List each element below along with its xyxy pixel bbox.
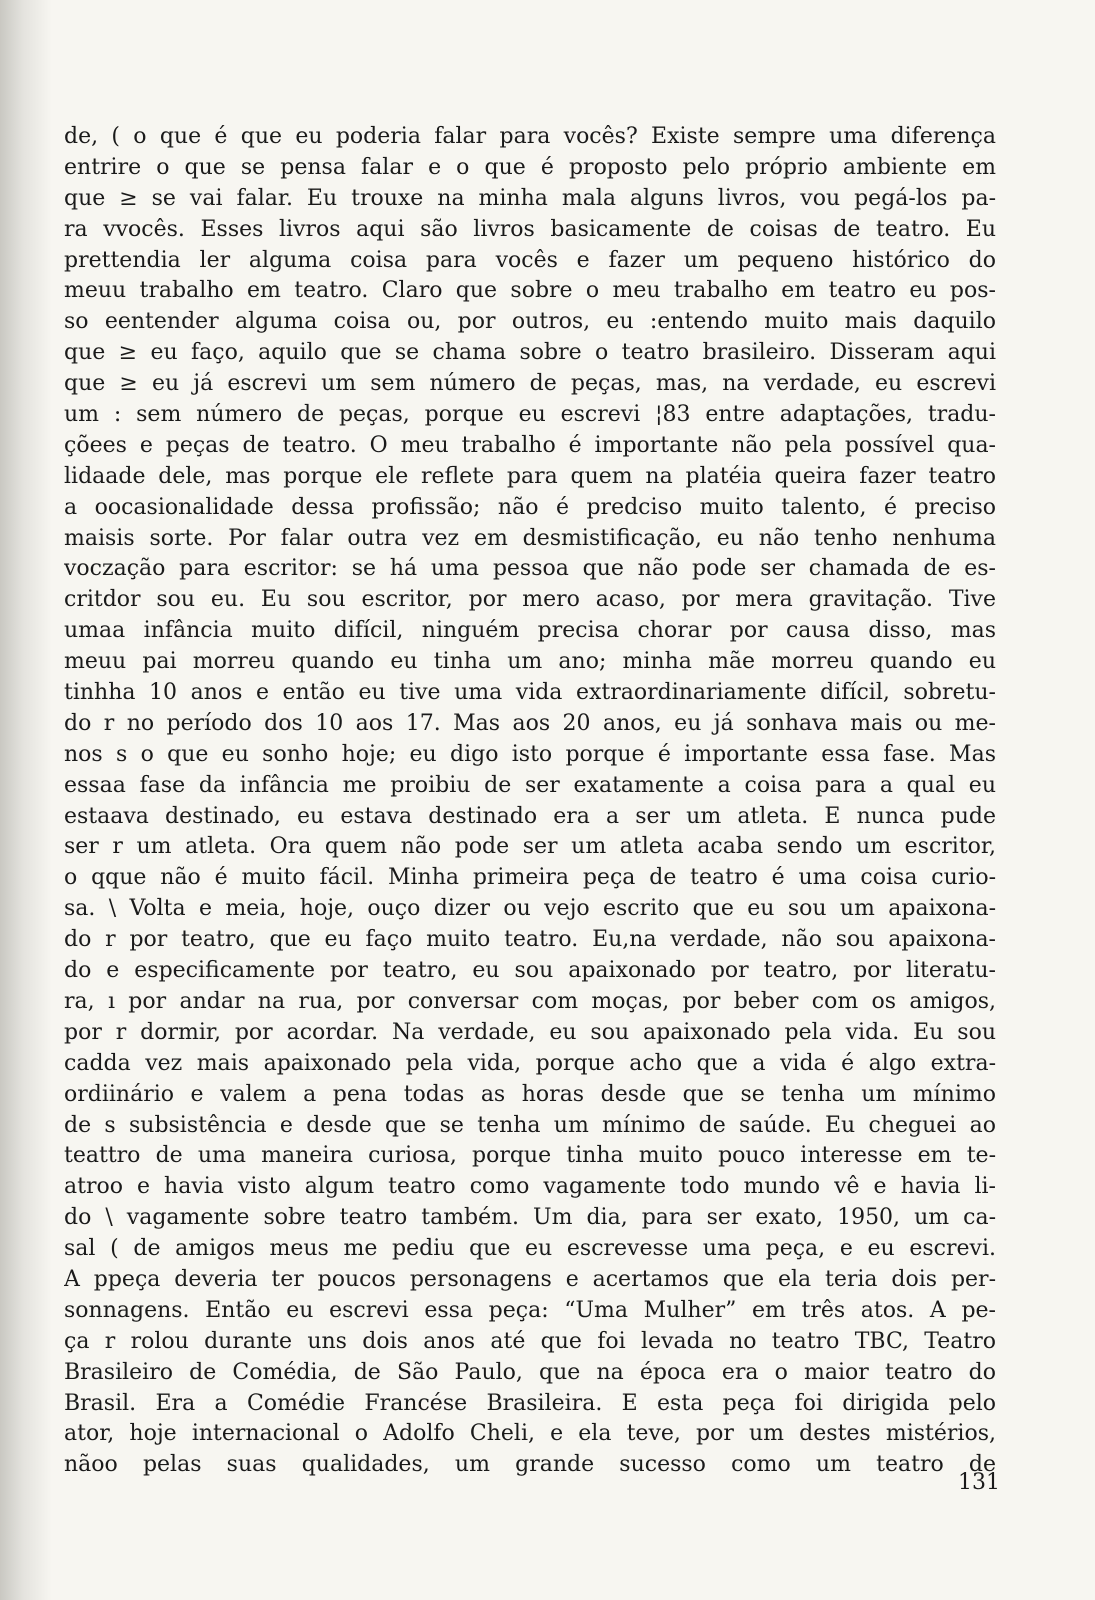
- text-line: estaava destinado, eu estava destinado era a ser um atleta. E nunca pude: [64, 803, 996, 829]
- text-line: Brasil. Era a Comédie Francése Brasileira. E esta peça foi dirigida pelo: [64, 1390, 996, 1416]
- text-line: do e especificamente por teatro, eu sou apaixonado por teatro, por literatu-: [64, 958, 996, 984]
- text-line: so eentender alguma coisa ou, por outros, eu :entendo muito mais daquilo: [64, 309, 996, 335]
- text-line: prettendia ler alguma coisa para vocês e fazer um pequeno histórico do: [64, 247, 996, 273]
- binding-gutter-shadow: [0, 0, 52, 1600]
- page-number: 131: [958, 1470, 1000, 1495]
- text-line: que ≥ se vai falar. Eu trouxe na minha mala alguns livros, vou pegá-los pa-: [64, 185, 996, 211]
- text-line: o qque não é muito fácil. Minha primeira peça de teatro é uma coisa curio-: [64, 865, 996, 891]
- text-line: sal ( de amigos meus me pediu que eu escrevesse uma peça, e eu escrevi.: [64, 1236, 996, 1262]
- text-line: tinhha 10 anos e então eu tive uma vida extraordinariamente difícil, sobretu-: [64, 680, 996, 706]
- text-line: atroo e havia visto algum teatro como vagamente todo mundo vê e havia li-: [64, 1174, 996, 1200]
- text-line: ator, hoje internacional o Adolfo Cheli, e ela teve, por um destes mistérios,: [64, 1421, 996, 1447]
- text-line: meuu trabalho em teatro. Claro que sobre o meu trabalho em teatro eu pos-: [64, 278, 996, 304]
- text-line: ser r um atleta. Ora quem não pode ser um atleta acaba sendo um escritor,: [64, 834, 996, 860]
- text-line: do r no período dos 10 aos 17. Mas aos 20 anos, eu já sonhava mais ou me-: [64, 710, 996, 736]
- text-line: por r dormir, por acordar. Na verdade, eu sou apaixonado pela vida. Eu sou: [64, 1019, 996, 1045]
- text-line: meuu pai morreu quando eu tinha um ano; minha mãe morreu quando eu: [64, 649, 996, 675]
- text-line: que ≥ eu faço, aquilo que se chama sobre o teatro brasileiro. Disseram aqui: [64, 340, 996, 366]
- text-line: ra, ı por andar na rua, por conversar com moças, por beber com os amigos,: [64, 988, 996, 1014]
- text-line: essaa fase da infância me proibiu de ser exatamente a coisa para a qual eu: [64, 772, 996, 798]
- text-line: sonnagens. Então eu escrevi essa peça: “Uma Mulher” em três atos. A pe-: [64, 1297, 996, 1323]
- text-line: ra vvocês. Esses livros aqui são livros basicamente de coisas de teatro. Eu: [64, 216, 996, 242]
- text-line: nos s o que eu sonho hoje; eu digo isto porque é importante essa fase. Mas: [64, 741, 996, 767]
- text-line: critdor sou eu. Eu sou escritor, por mero acaso, por mera gravitação. Tive: [64, 587, 996, 613]
- text-line: maisis sorte. Por falar outra vez em desmistificação, eu não tenho nenhuma: [64, 525, 996, 551]
- text-line: do r por teatro, que eu faço muito teatro. Eu,na verdade, não sou apaixona-: [64, 927, 996, 953]
- text-line: A ppeça deveria ter poucos personagens e acertamos que ela teria dois per-: [64, 1266, 996, 1292]
- text-line: um : sem número de peças, porque eu escrevi ¦83 entre adaptações, tradu-: [64, 402, 996, 428]
- text-line: de s subsistência e desde que se tenha um mínimo de saúde. Eu cheguei ao: [64, 1112, 996, 1138]
- text-line: umaa infância muito difícil, ninguém precisa chorar por causa disso, mas: [64, 618, 996, 644]
- text-line: de, ( o que é que eu poderia falar para vocês? Existe sempre uma diferença: [64, 124, 996, 149]
- body-text: [64, 122, 996, 1481]
- text-line: nãoo pelas suas qualidades, um grande sucesso como um teatro de: [64, 1452, 996, 1478]
- text-line: lidaade dele, mas porque ele reflete para quem na platéia queira fazer teatro: [64, 463, 996, 489]
- text-line: que ≥ eu já escrevi um sem número de peças, mas, na verdade, eu escrevi: [64, 371, 996, 397]
- text-line: çõees e peças de teatro. O meu trabalho é importante não pela possível qua-: [64, 432, 996, 458]
- text-line: voczação para escritor: se há uma pessoa que não pode ser chamada de es-: [64, 556, 996, 582]
- text-line: entrire o que se pensa falar e o que é proposto pelo próprio ambiente em: [64, 154, 996, 180]
- text-line: teattro de uma maneira curiosa, porque tinha muito pouco interesse em te-: [64, 1143, 996, 1169]
- text-line: do \ vagamente sobre teatro também. Um dia, para ser exato, 1950, um ca-: [64, 1205, 996, 1231]
- text-line: ordiinário e valem a pena todas as horas desde que se tenha um mínimo: [64, 1081, 996, 1107]
- text-line: cadda vez mais apaixonado pela vida, porque acho que a vida é algo extra-: [64, 1050, 996, 1076]
- text-line: ça r rolou durante uns dois anos até que foi levada no teatro TBC, Teatro: [64, 1328, 996, 1354]
- text-line: Brasileiro de Comédia, de São Paulo, que na época era o maior teatro do: [64, 1359, 996, 1385]
- text-line: a oocasionalidade dessa profissão; não é predciso muito talento, é preciso: [64, 494, 996, 520]
- text-line: sa. \ Volta e meia, hoje, ouço dizer ou vejo escrito que eu sou um apaixona-: [64, 896, 996, 922]
